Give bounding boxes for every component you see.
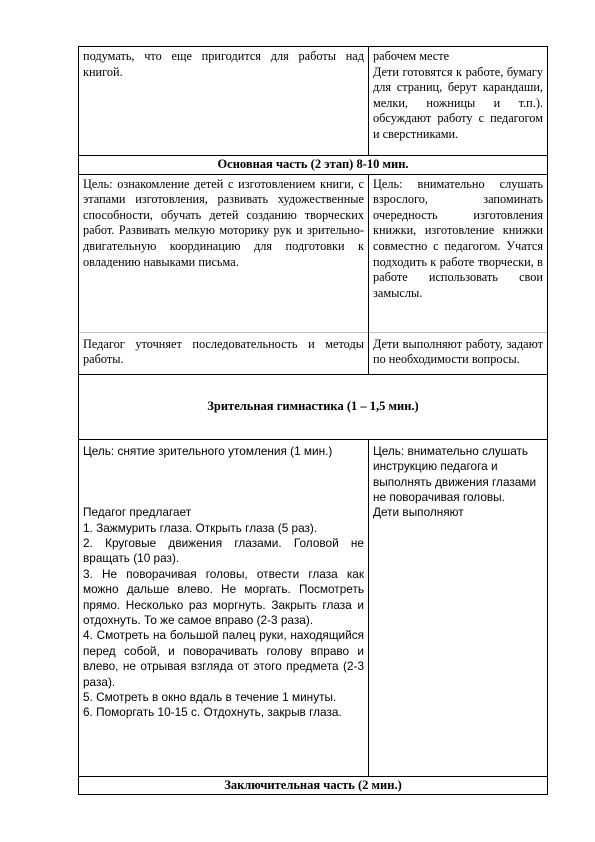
section-heading: Основная часть (2 этап) 8-10 мин. xyxy=(79,156,548,175)
action-text: Дети выполняют xyxy=(373,505,464,520)
lesson-plan-table xyxy=(78,46,548,795)
table-cell xyxy=(79,47,369,156)
exercise-step: 2. Круговые движения глазами. Головой не вращать (10 раз). xyxy=(83,536,364,566)
cell-divider xyxy=(79,332,368,368)
section-heading-row xyxy=(79,156,548,175)
goal-text: Цель: внимательно слушать инструкцию педагога и выполнять движения глазами не поворачивая головы. xyxy=(373,443,537,504)
table-row xyxy=(79,439,548,776)
intro-text: Педагог предлагает xyxy=(83,505,192,520)
cell-text: Дети готовятся к работе, бумагу для страниц, берут карандаши, мелки, ножницы и т.п.). обсуждают работу с педагогом и сверстниками. xyxy=(373,64,543,141)
section-heading-row xyxy=(79,374,548,439)
action-text: Дети выполняют работу, задают по необходимости вопросы. xyxy=(373,336,543,367)
table-cell xyxy=(369,174,548,374)
section-heading-row xyxy=(79,776,548,795)
table-cell xyxy=(369,47,548,156)
cell-text: рабочем месте xyxy=(373,49,450,63)
exercise-step: 1. Зажмурить глаза. Открыть глаза (5 раз). xyxy=(83,520,318,535)
action-text: Педагог уточняет последовательность и методы работы. xyxy=(83,336,364,367)
exercise-step: 6. Поморгать 10-15 с. Отдохнуть, закрыв глаза. xyxy=(83,705,342,720)
goal-text: Цель: ознакомление детей с изготовлением книги, с этапами изготовления, развивать художественные способности, обучать детей созданию творческих работ. Развивать мелкую моторику рук и зрительно-двигательную координацию для подготовки к овладению навыками письма. xyxy=(83,176,364,269)
goal-text: Цель: внимательно слушать взрослого, запоминать очередность изготовления книжки, изготовление книжки совместно с педагогом. Учатся подходить к работе творчески, в работе использовать свои замыслы. xyxy=(373,176,543,300)
table-row xyxy=(79,174,548,374)
exercise-list xyxy=(83,521,364,721)
section-heading: Зрительная гимнастика (1 – 1,5 мин.) xyxy=(79,374,548,439)
table-cell xyxy=(369,439,548,776)
exercise-step: 5. Смотреть в окно вдаль в течение 1 минуты. xyxy=(83,690,337,705)
cell-text: подумать, что еще пригодится для работы над книгой. xyxy=(83,49,364,79)
cell-divider xyxy=(369,332,547,368)
exercise-step: 3. Не поворачивая головы, отвести глаза как можно дальше влево. Не моргать. Посмотреть прямо. Несколько раз моргнуть. Закрыть глаза и отдохнуть. То же самое вправо (2-3 раза). xyxy=(83,566,364,628)
section-heading: Заключительная часть (2 мин.) xyxy=(79,776,548,795)
table-row xyxy=(79,47,548,156)
exercise-step: 4. Смотреть на большой палец руки, находящийся перед собой, и поворачивать голову вправо и влево, не отрывая взгляда от этого предмета (2-3 раза). xyxy=(83,628,364,689)
goal-text: Цель: снятие зрительного утомления (1 мин.) xyxy=(83,443,333,458)
table-cell xyxy=(79,439,369,776)
table-cell xyxy=(79,174,369,374)
